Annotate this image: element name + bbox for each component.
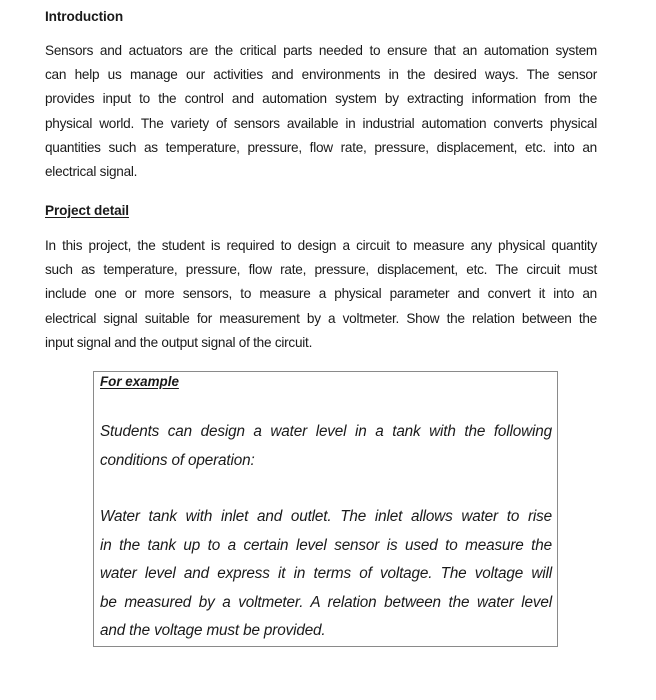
text-line: Students can design a water level in a tank with the following: [100, 423, 552, 440]
example-paragraph-details: [100, 503, 552, 646]
text-line: provides input to the control and automation system by extracting information from the: [45, 91, 597, 107]
text-line: such as temperature, pressure, flow rate, pressure, displacement, etc. The circuit must: [45, 262, 597, 278]
text-line: include one or more sensors, to measure a physical parameter and convert it into an: [45, 286, 597, 302]
text-line: physical world. The variety of sensors available in industrial automation converts physical: [45, 115, 597, 131]
text-line: quantities such as temperature, pressure, flow rate, pressure, displacement, etc. into an: [45, 139, 597, 155]
text-line: be measured by a voltmeter. A relation between the water level: [100, 593, 552, 611]
example-paragraph-intro: [100, 418, 552, 475]
text-line: can help us manage our activities and environments in the desired ways. The sensor: [45, 67, 597, 83]
text-line: and the voltage must be provided.: [100, 622, 326, 640]
project-detail-paragraph: [45, 234, 597, 355]
text-line: electrical signal.: [45, 164, 138, 180]
introduction-paragraph: [45, 39, 597, 184]
example-box: [93, 371, 558, 647]
text-line: Sensors and actuators are the critical parts needed to ensure that an automation system: [45, 43, 597, 58]
text-line: water level and express it in terms of voltage. The voltage will: [100, 565, 552, 583]
introduction-heading: Introduction: [45, 9, 124, 24]
example-title: For example: [100, 374, 179, 389]
text-line: conditions of operation:: [100, 451, 255, 469]
project-detail-heading: Project detail: [45, 203, 129, 218]
text-line: In this project, the student is required to design a circuit to measure any physical quantity: [45, 238, 597, 253]
text-line: input signal and the output signal of the circuit.: [45, 334, 313, 350]
text-line: Water tank with inlet and outlet. The inlet allows water to rise: [100, 508, 552, 525]
text-line: in the tank up to a certain level sensor is used to measure the: [100, 536, 552, 554]
text-line: electrical signal suitable for measurement by a voltmeter. Show the relation between the: [45, 310, 597, 326]
